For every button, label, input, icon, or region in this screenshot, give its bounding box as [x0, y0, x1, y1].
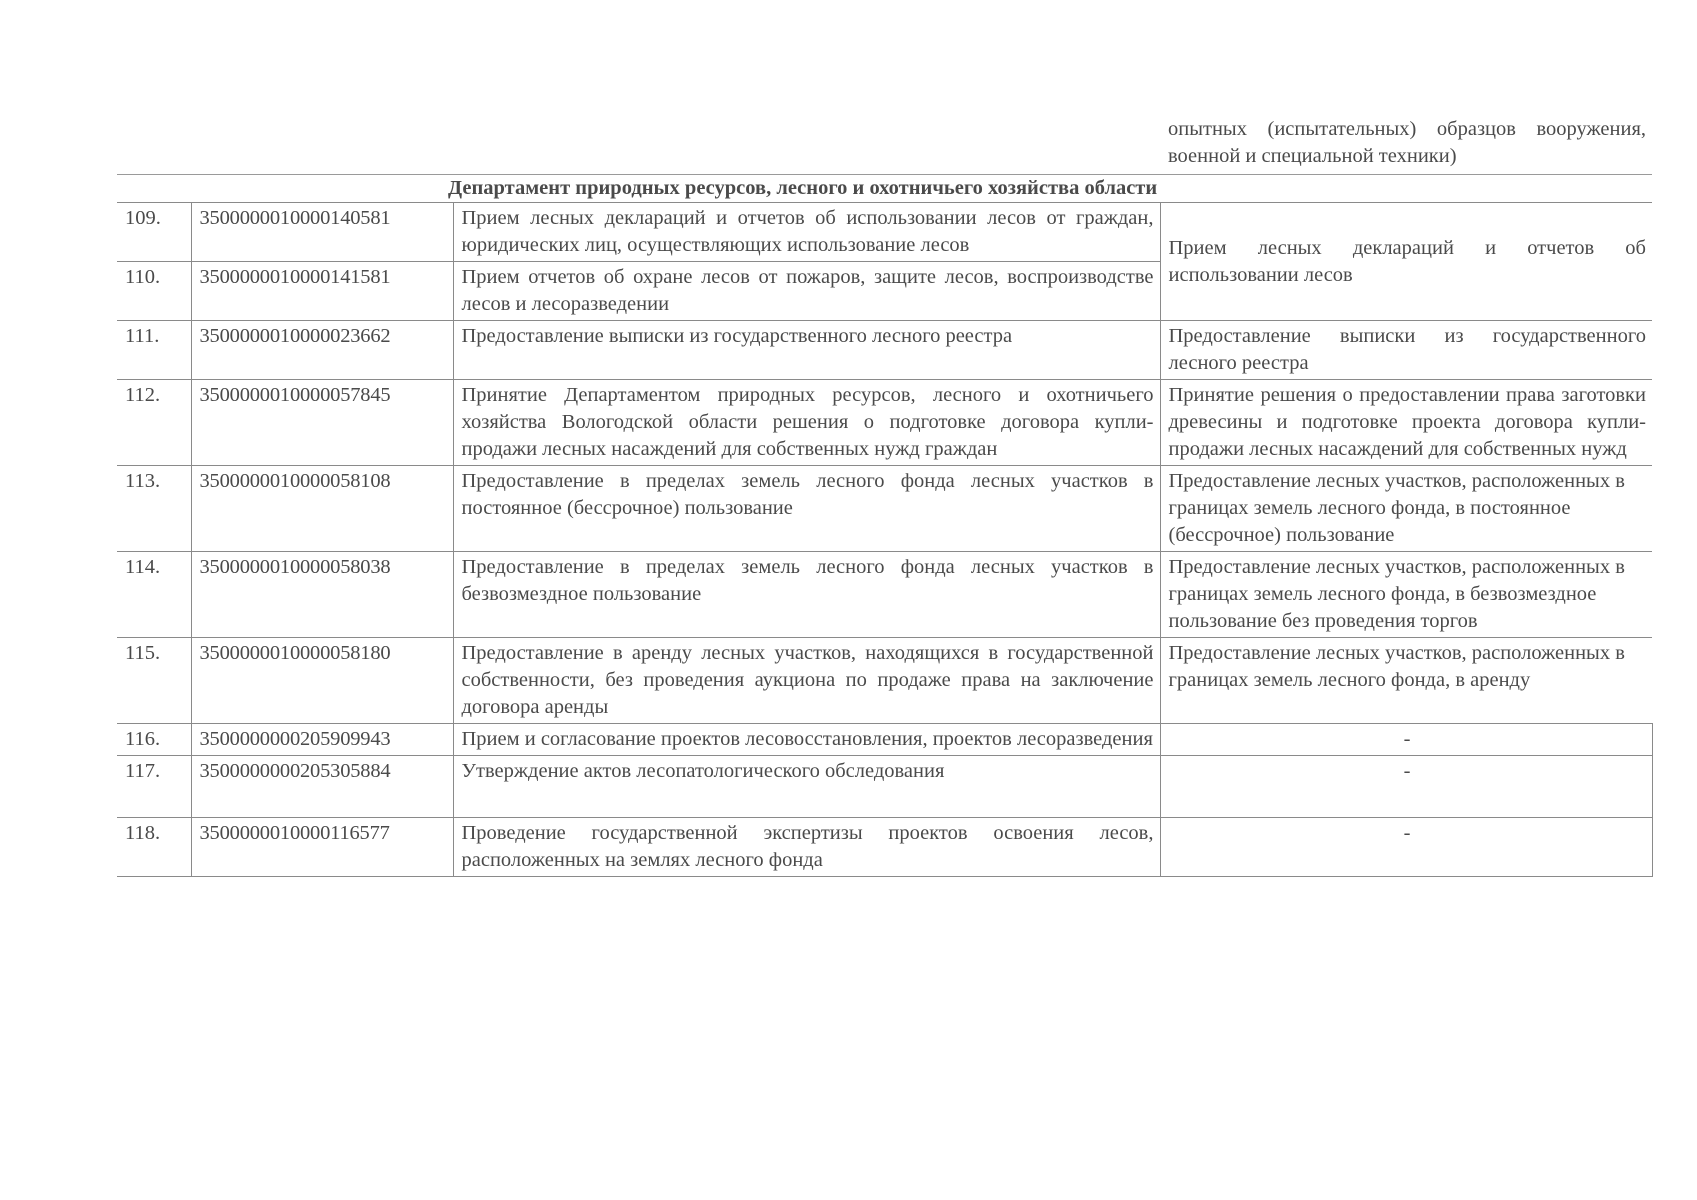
row-number: 118.	[117, 818, 191, 877]
service-note: Предоставление лесных участков, расположенных в границах земель лесного фонда, в безвозмездное пользование без проведения торгов	[1160, 552, 1652, 638]
service-name: Предоставление в пределах земель лесного фонда лесных участков в постоянное (бессрочное) пользование	[453, 466, 1160, 552]
row-number: 113.	[117, 466, 191, 552]
continuation-row	[117, 116, 1652, 175]
service-note: Предоставление выписки из государственного лесного реестра	[1160, 321, 1652, 380]
service-code: 3500000010000140581	[191, 203, 453, 262]
department-heading: Департамент природных ресурсов, лесного и охотничьего хозяйства области	[117, 175, 1652, 203]
row-number: 109.	[117, 203, 191, 262]
service-name: Прием и согласование проектов лесовосстановления, проектов лесоразведения	[453, 724, 1160, 756]
service-code: 3500000010000058180	[191, 638, 453, 724]
service-code: 3500000010000141581	[191, 262, 453, 321]
service-code: 3500000010000058038	[191, 552, 453, 638]
row-number: 117.	[117, 756, 191, 818]
service-name: Проведение государственной экспертизы проектов освоения лесов, расположенных на землях лесного фонда	[453, 818, 1160, 877]
service-name: Прием отчетов об охране лесов от пожаров, защите лесов, воспроизводстве лесов и лесоразведении	[453, 262, 1160, 321]
row-number: 115.	[117, 638, 191, 724]
row-number: 116.	[117, 724, 191, 756]
service-note: -	[1160, 756, 1652, 818]
service-code: 3500000010000058108	[191, 466, 453, 552]
service-code: 3500000000205305884	[191, 756, 453, 818]
service-note: Прием лесных деклараций и отчетов об использовании лесов	[1160, 203, 1652, 321]
services-table	[117, 116, 1653, 877]
table-row	[117, 756, 1652, 818]
service-name: Предоставление в пределах земель лесного фонда лесных участков в безвозмездное пользование	[453, 552, 1160, 638]
row-number: 114.	[117, 552, 191, 638]
service-name: Принятие Департаментом природных ресурсов, лесного и охотничьего хозяйства Вологодской области решения о подготовке договора купли-продажи лесных насаждений для собственных нужд граждан	[453, 380, 1160, 466]
table-row	[117, 818, 1652, 877]
service-code: 3500000010000023662	[191, 321, 453, 380]
service-name: Предоставление выписки из государственного лесного реестра	[453, 321, 1160, 380]
service-note: Предоставление лесных участков, расположенных в границах земель лесного фонда, в аренду	[1160, 638, 1652, 724]
table-row	[117, 466, 1652, 552]
table-row	[117, 638, 1652, 724]
table-row	[117, 724, 1652, 756]
table-row	[117, 380, 1652, 466]
continuation-note: опытных (испытательных) образцов вооружения, военной и специальной техники)	[1168, 118, 1646, 167]
row-number: 110.	[117, 262, 191, 321]
row-number: 112.	[117, 380, 191, 466]
service-note: -	[1160, 724, 1652, 756]
table-row	[117, 203, 1652, 262]
service-code: 3500000000205909943	[191, 724, 453, 756]
service-name: Утверждение актов лесопатологического обследования	[453, 756, 1160, 818]
service-code: 3500000010000116577	[191, 818, 453, 877]
department-heading-row	[117, 175, 1652, 203]
service-name: Прием лесных деклараций и отчетов об использовании лесов от граждан, юридических лиц, осуществляющих использование лесов	[453, 203, 1160, 262]
service-note: Предоставление лесных участков, расположенных в границах земель лесного фонда, в постоянное (бессрочное) пользование	[1160, 466, 1652, 552]
service-name: Предоставление в аренду лесных участков, находящихся в государственной собственности, без проведения аукциона по продаже права на заключение договора аренды	[453, 638, 1160, 724]
table-row	[117, 321, 1652, 380]
service-code: 3500000010000057845	[191, 380, 453, 466]
row-number: 111.	[117, 321, 191, 380]
service-note: Принятие решения о предоставлении права заготовки древесины и подготовке проекта договора купли-продажи лесных насаждений для собственных нужд	[1160, 380, 1652, 466]
service-note: -	[1160, 818, 1652, 877]
table-row	[117, 552, 1652, 638]
